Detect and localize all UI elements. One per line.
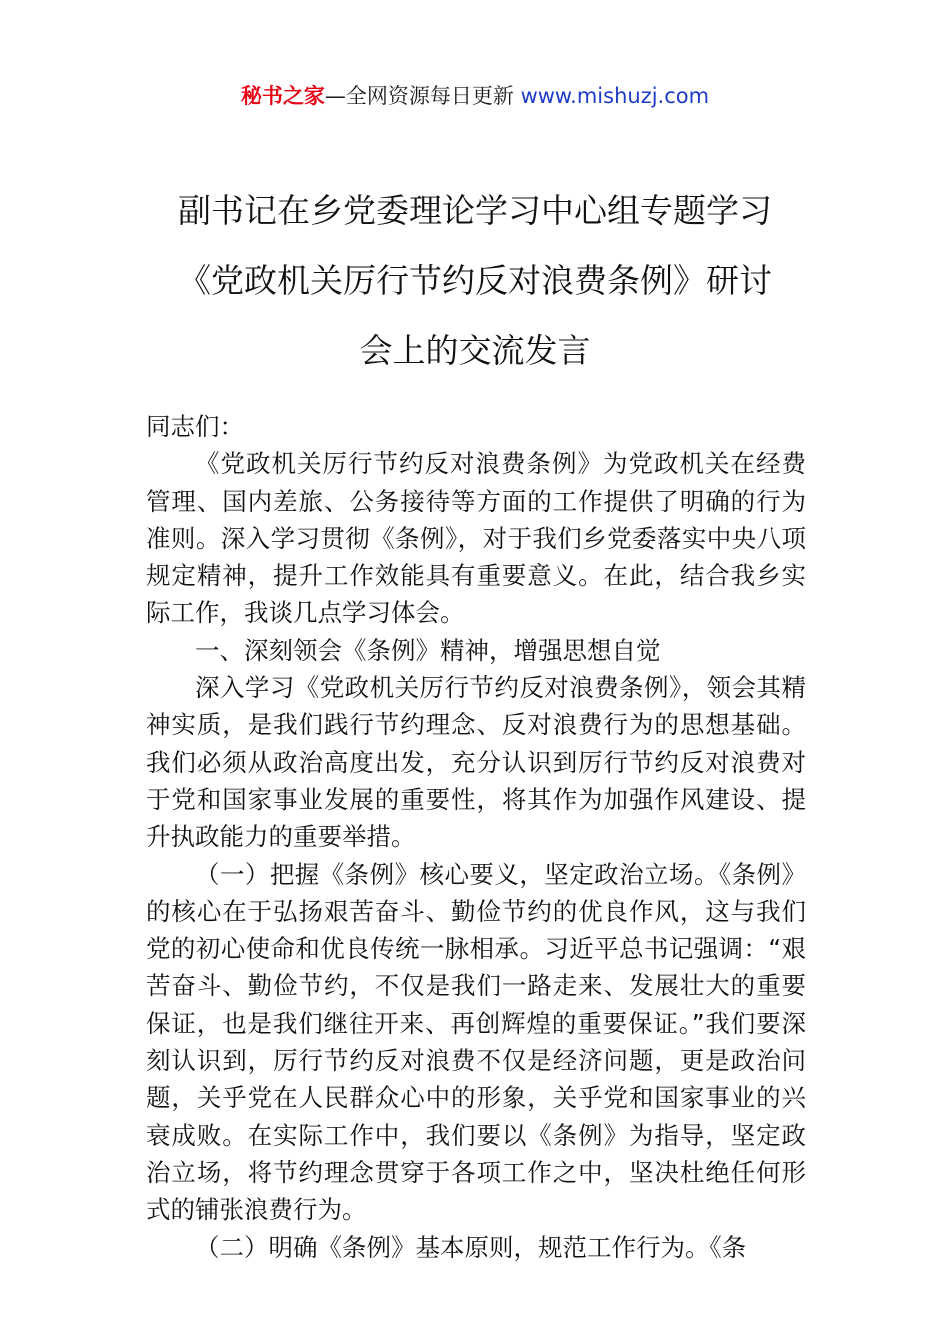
document-body bbox=[146, 408, 806, 1266]
title-line: 会上的交流发言 bbox=[359, 331, 591, 370]
brand-name: 秘书之家 bbox=[240, 84, 325, 108]
body-paragraph: （二）明确《条例》基本原则，规范工作行为。《条 bbox=[195, 1232, 747, 1262]
title-line: 副书记在乡党委理论学习中心组专题学习 bbox=[178, 191, 772, 230]
site-url: www.mishuzj.com bbox=[520, 84, 710, 108]
greeting: 同志们： bbox=[146, 412, 244, 441]
body-paragraph: 深入学习《党政机关厉行节约反对浪费条例》，领会其精神实质，是我们践行节约理念、反对浪费行为的思想基础。我们必须从政治高度出发，充分认识到厉行节约反对浪费对于党和国家事业发展的重要性，将其作为加强作风建设、提升执政能力的重要举措。 bbox=[146, 673, 806, 852]
header-tagline: —全网资源每日更新 bbox=[324, 84, 514, 108]
body-paragraph: （一）把握《条例》核心要义，坚定政治立场。《条例》的核心在于弘扬艰苦奋斗、勤俭节约的优良作风，这与我们党的初心使命和优良传统一脉相承。习近平总书记强调：“艰苦奋斗、勤俭节约，不仅是我们一路走来、发展壮大的重要保证，也是我们继往开来、再创辉煌的重要保证。”我们要深刻认识到，厉行节约反对浪费不仅是经济问题，更是政治问题，关乎党在人民群众心中的形象，关乎党和国家事业的兴衰成败。在实际工作中，我们要以《条例》为指导，坚定政治立场，将节约理念贯穿于各项工作之中，坚决杜绝任何形式的铺张浪费行为。 bbox=[146, 859, 806, 1225]
site-header bbox=[0, 82, 950, 110]
body-paragraph: 《党政机关厉行节约反对浪费条例》为党政机关在经费管理、国内差旅、公务接待等方面的工作提供了明确的行为准则。深入学习贯彻《条例》，对于我们乡党委落实中央八项规定精神，提升工作效能具有重要意义。在此，结合我乡实际工作，我谈几点学习体会。 bbox=[146, 449, 806, 628]
section-heading: 一、深刻领会《条例》精神，增强思想自觉 bbox=[195, 635, 661, 665]
document-title bbox=[0, 176, 950, 386]
title-line: 《党政机关厉行节约反对浪费条例》研讨 bbox=[178, 261, 772, 300]
